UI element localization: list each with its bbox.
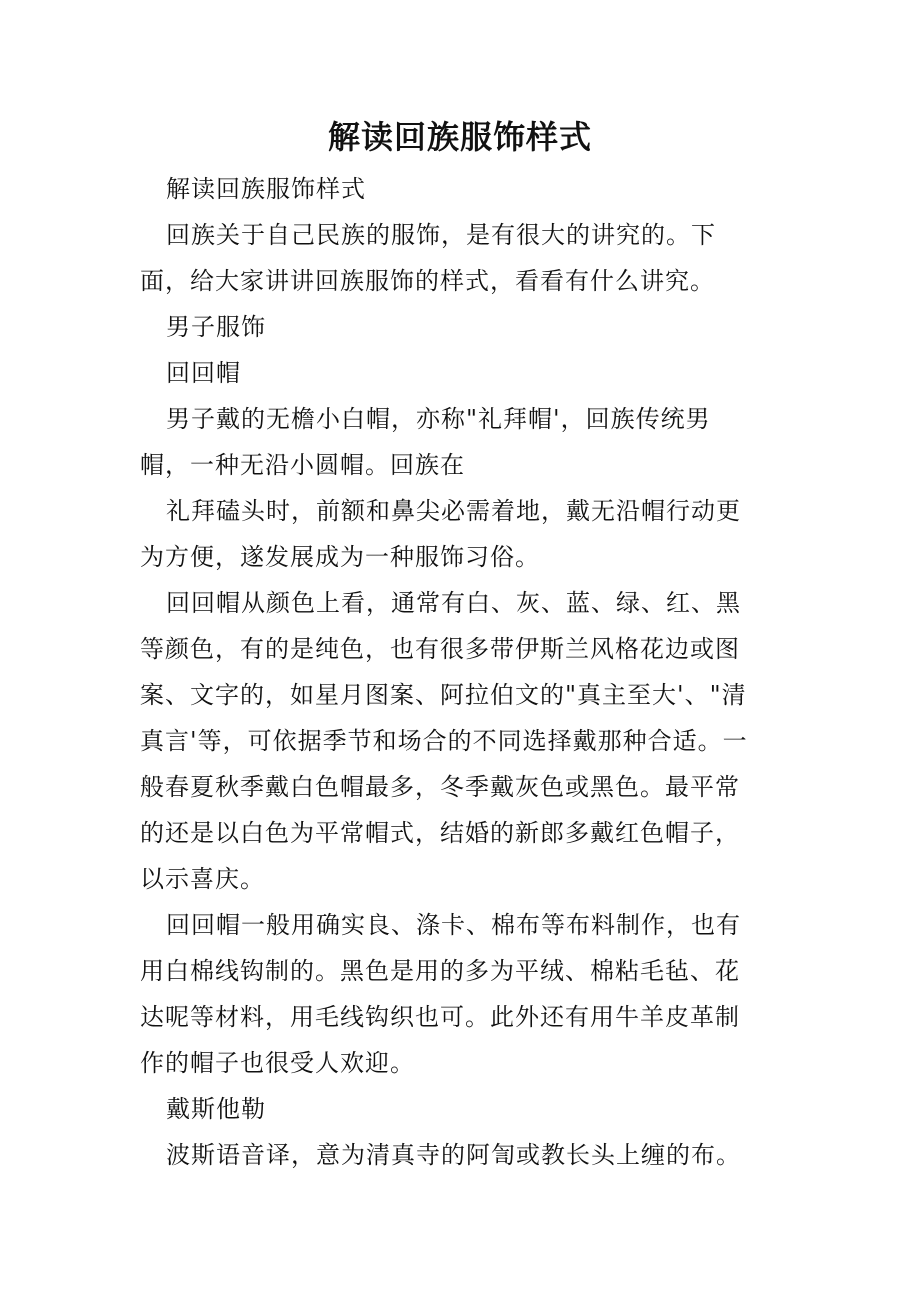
document-body — [140, 166, 760, 1178]
paragraph-hat-materials: 回回帽一般用确实良、涤卡、棉布等布料制作，也有用白棉线钩制的。黑色是用的多为平绒、棉粘毛毡、花达呢等材料，用毛线钩织也可。此外还有用牛羊皮革制作的帽子也很受人欢迎。 — [140, 911, 741, 1077]
paragraph-intro: 回族关于自己民族的服饰，是有很大的讲究的。下面，给大家讲讲回族服饰的样式，看看有什么讲究。 — [140, 221, 716, 295]
subheading-dastar: 戴斯他勒 — [166, 1095, 266, 1123]
document-title: 解读回族服饰样式 — [327, 118, 592, 156]
paragraph-dastar-definition: 波斯语音译，意为清真寺的阿訇或教长头上缠的布。 — [166, 1141, 741, 1169]
paragraph-subtitle: 解读回族服饰样式 — [166, 175, 366, 203]
paragraph-hat-colors: 回回帽从颜色上看，通常有白、灰、蓝、绿、红、黑等颜色，有的是纯色，也有很多带伊斯兰风格花边或图案、文字的，如星月图案、阿拉伯文的"真主至大'、"清真言'等，可依据季节和场合的不同选择戴那种合适。一般春夏秋季戴白色帽最多，冬季戴灰色或黑色。最平常的还是以白色为平常帽式，结婚的新郎多戴红色帽子，以示喜庆。 — [140, 589, 748, 893]
paragraph-hat-description: 男子戴的无檐小白帽，亦称"礼拜帽'，回族传统男帽，一种无沿小圆帽。回族在 — [140, 405, 711, 479]
section-heading-mens-clothing: 男子服饰 — [166, 313, 266, 341]
paragraph-prayer-custom: 礼拜磕头时，前额和鼻尖必需着地，戴无沿帽行动更为方便，遂发展成为一种服饰习俗。 — [140, 497, 741, 571]
subheading-huihui-hat: 回回帽 — [166, 359, 241, 387]
